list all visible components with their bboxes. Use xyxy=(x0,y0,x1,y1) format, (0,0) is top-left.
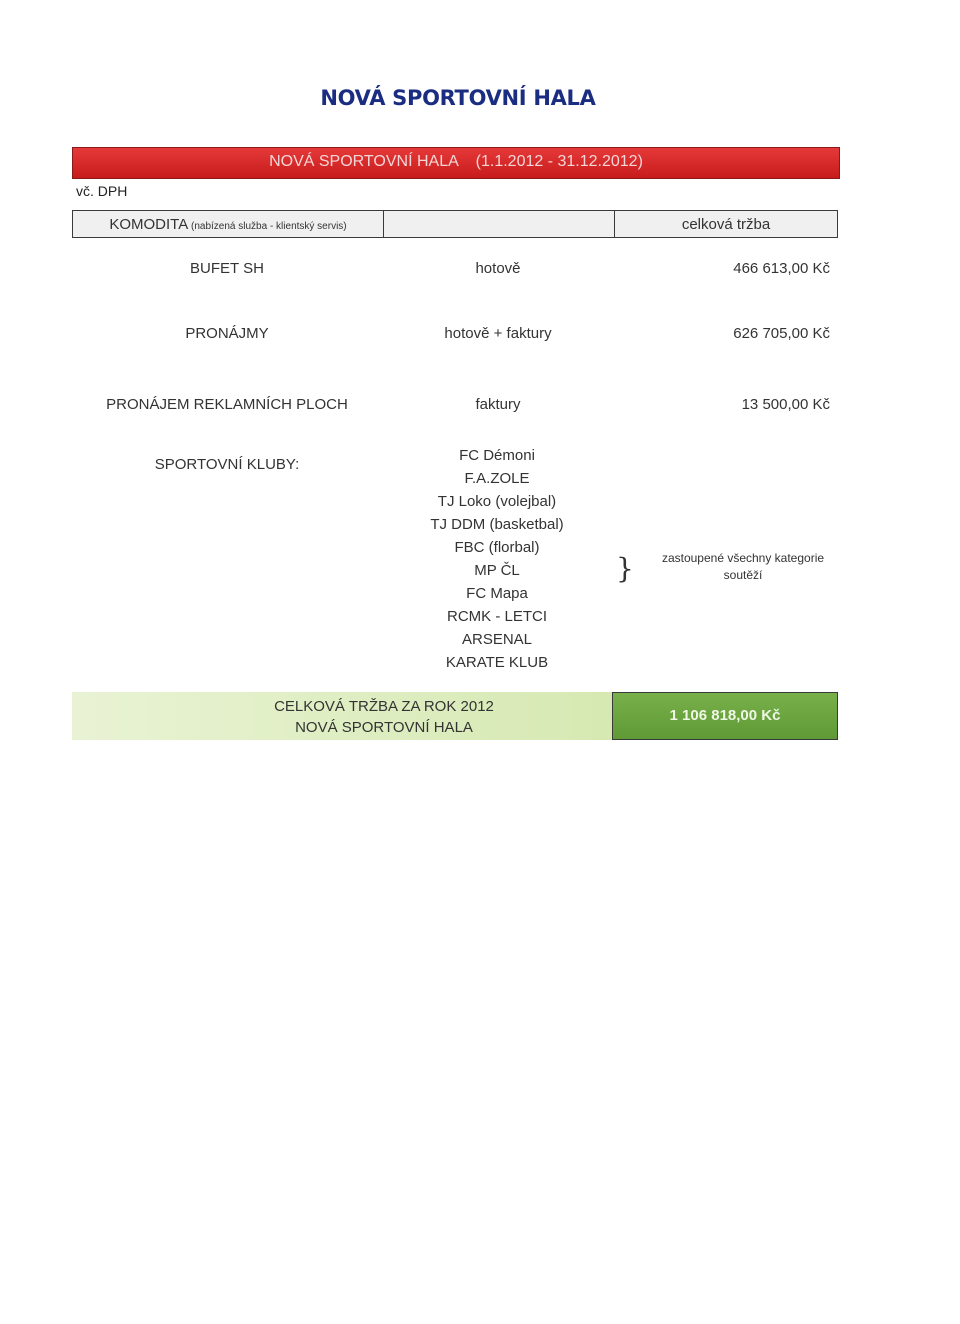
club-item: ARSENAL xyxy=(461,631,533,648)
row-amount: 466 613,00 Kč xyxy=(733,260,830,277)
row-amount: 626 705,00 Kč xyxy=(733,325,830,342)
clubs-note-line1: zastoupené všechny kategorie xyxy=(661,551,825,565)
club-item: FBC (florbal) xyxy=(454,539,540,556)
club-item: FC Mapa xyxy=(466,585,528,602)
page-title: NOVÁ SPORTOVNÍ HALA xyxy=(320,86,596,110)
clubs-list xyxy=(410,444,584,674)
row-label: PRONÁJEM REKLAMNÍCH PLOCH xyxy=(106,396,348,413)
period-banner-text: NOVÁ SPORTOVNÍ HALA (1.1.2012 - 31.12.2012) xyxy=(269,153,643,170)
club-item: F.A.ZOLE xyxy=(464,470,530,487)
header-commodity-cell xyxy=(72,210,384,238)
header-empty-cell xyxy=(384,210,614,238)
total-label-box xyxy=(72,692,612,740)
row-label: BUFET SH xyxy=(190,260,264,277)
vat-note: vč. DPH xyxy=(76,183,128,199)
total-label-line1: CELKOVÁ TRŽBA ZA ROK 2012 xyxy=(274,698,494,715)
club-item: TJ Loko (volejbal) xyxy=(437,493,557,510)
total-label-line2: NOVÁ SPORTOVNÍ HALA xyxy=(295,719,473,736)
club-item: FC Démoni xyxy=(459,447,535,464)
club-item: KARATE KLUB xyxy=(445,654,549,671)
row-payment: hotově xyxy=(475,260,521,277)
header-commodity-note: (nabízená služba - klientský servis) xyxy=(188,221,347,232)
brace-symbol: } xyxy=(616,552,634,585)
period-banner xyxy=(72,147,840,179)
club-item: MP ČL xyxy=(474,562,520,579)
clubs-note xyxy=(650,550,836,584)
total-amount-box xyxy=(612,692,838,740)
header-total-cell xyxy=(614,210,838,238)
row-payment: hotově + faktury xyxy=(444,325,552,342)
header-commodity xyxy=(73,216,383,233)
clubs-label: SPORTOVNÍ KLUBY: xyxy=(154,456,300,473)
row-amount: 13 500,00 Kč xyxy=(741,396,830,413)
header-total-revenue: celková tržba xyxy=(681,216,771,233)
header-commodity-main: KOMODITA xyxy=(109,216,189,233)
row-label: PRONÁJMY xyxy=(185,325,269,342)
club-item: RCMK - LETCI xyxy=(446,608,547,625)
row-payment: faktury xyxy=(475,396,521,413)
total-amount: 1 106 818,00 Kč xyxy=(669,707,781,724)
clubs-note-line2: soutěží xyxy=(723,568,763,582)
total-label xyxy=(72,696,696,738)
club-item: TJ DDM (basketbal) xyxy=(430,516,564,533)
